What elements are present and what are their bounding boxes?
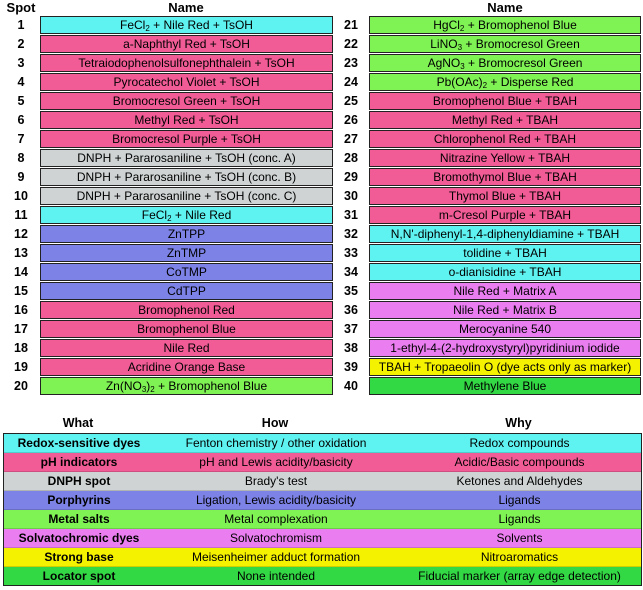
- spot-name-cell: LiNO$_3$ + Bromocresol Green: [369, 35, 641, 53]
- spot-name-cell: m-Cresol Purple + TBAH: [369, 206, 641, 224]
- spot-number: 40: [344, 379, 358, 393]
- spot-number: 10: [14, 189, 28, 203]
- legend-row: [4, 548, 641, 567]
- spot-row: [336, 16, 641, 34]
- spot-row: [336, 282, 641, 300]
- spot-row: [3, 168, 333, 186]
- spot-row: [336, 225, 641, 243]
- spot-name-cell: Methyl Red + TsOH: [40, 111, 333, 129]
- spot-row: [336, 73, 641, 91]
- spot-name-cell: DNPH + Pararosaniline + TsOH (conc. B): [40, 168, 333, 186]
- legend-what-cell: pH indicators: [40, 455, 118, 469]
- spot-name-cell: Thymol Blue + TBAH: [369, 187, 641, 205]
- spot-row: [336, 301, 641, 319]
- spot-number: 17: [14, 322, 28, 336]
- spot-number: 9: [17, 170, 25, 184]
- spot-name-cell: HgCl$_2$ + Bromophenol Blue: [369, 16, 641, 34]
- spot-name-cell: Nitrazine Yellow + TBAH: [369, 149, 641, 167]
- legend-how-cell: Ligation, Lewis acidity/basicity: [195, 493, 357, 507]
- header-spot: Spot: [6, 0, 36, 15]
- spot-row: [3, 263, 333, 281]
- spot-row: [3, 206, 333, 224]
- spot-row: [336, 339, 641, 357]
- spot-row: [3, 320, 333, 338]
- spot-row: [336, 111, 641, 129]
- legend-row: [4, 567, 641, 585]
- legend-how-cell: Metal complexation: [224, 512, 328, 526]
- header-name-right: Name: [487, 0, 523, 15]
- spot-row: [336, 130, 641, 148]
- legend-row: [4, 491, 641, 510]
- spot-row: [3, 149, 333, 167]
- spot-name-cell: Acridine Orange Base: [40, 358, 333, 376]
- spot-name-cell: ZnTPP: [40, 225, 333, 243]
- spot-name-cell: Bromophenol Blue: [40, 320, 333, 338]
- spot-row: [3, 73, 333, 91]
- spot-number: 27: [344, 132, 358, 146]
- spot-number: 30: [344, 189, 358, 203]
- spot-name-cell: FeCl$_2$ + Nile Red: [40, 206, 333, 224]
- spot-row: [3, 225, 333, 243]
- spot-number: 28: [344, 151, 358, 165]
- legend-row: [4, 472, 641, 491]
- spot-name-cell: FeCl$_2$ + Nile Red + TsOH: [40, 16, 333, 34]
- spot-row: [336, 263, 641, 281]
- spot-name-cell: DNPH + Pararosaniline + TsOH (conc. C): [40, 187, 333, 205]
- spot-name-cell: $Zn(NO_3)_2$ + Bromophenol Blue: [40, 377, 333, 395]
- spot-name-cell: Nile Red + Matrix A: [369, 282, 641, 300]
- spot-number: 7: [17, 132, 25, 146]
- spot-number: 6: [17, 113, 25, 127]
- legend-row: [4, 510, 641, 529]
- legend-how-cell: Brady's test: [244, 474, 308, 488]
- spot-number: 12: [14, 227, 28, 241]
- spot-name-cell: Nile Red: [40, 339, 333, 357]
- spot-number: 2: [17, 37, 25, 51]
- spot-name-cell: Bromothymol Blue + TBAH: [369, 168, 641, 186]
- spot-name-cell: tolidine + TBAH: [369, 244, 641, 262]
- spot-number: 21: [344, 18, 358, 32]
- spot-row: [3, 35, 333, 53]
- legend-how-cell: None intended: [236, 569, 316, 583]
- spot-row: [3, 244, 333, 262]
- spot-number: 31: [344, 208, 358, 222]
- spot-number: 11: [14, 208, 28, 222]
- spot-row: [336, 54, 641, 72]
- spot-list-right: [336, 16, 641, 396]
- legend-row: [4, 434, 641, 453]
- spot-name-cell: ZnTMP: [40, 244, 333, 262]
- legend-why-cell: Fiducial marker (array edge detection): [418, 569, 621, 583]
- spot-name-cell: AgNO$_3$ + Bromocresol Green: [369, 54, 641, 72]
- legend-why-cell: Redox compounds: [469, 436, 570, 450]
- spot-name-cell: a-Naphthyl Red + TsOH: [40, 35, 333, 53]
- spot-row: [3, 16, 333, 34]
- legend-why-cell: Nitroaromatics: [480, 550, 559, 564]
- spot-name-cell: 1-ethyl-4-(2-hydroxystyryl)pyridinium iodide: [369, 339, 641, 357]
- spot-row: [336, 358, 641, 376]
- spot-number: 39: [344, 360, 358, 374]
- spot-row: [3, 187, 333, 205]
- spot-number: 3: [17, 56, 25, 70]
- spot-name-cell: Merocyanine 540: [369, 320, 641, 338]
- spot-number: 19: [14, 360, 28, 374]
- spot-row: [336, 187, 641, 205]
- spot-name-cell: CoTMP: [40, 263, 333, 281]
- legend-what-cell: Strong base: [44, 550, 114, 564]
- legend-why-cell: Solvents: [496, 531, 543, 545]
- spot-number: 20: [14, 379, 28, 393]
- spot-row: [336, 92, 641, 110]
- legend-how-cell: Fenton chemistry / other oxidation: [185, 436, 367, 450]
- spot-number: 8: [17, 151, 25, 165]
- legend-header-how: How: [261, 416, 289, 430]
- spot-row: [3, 301, 333, 319]
- legend-what-cell: Solvatochromic dyes: [18, 531, 140, 545]
- legend-what-cell: DNPH spot: [47, 474, 111, 488]
- spot-number: 36: [344, 303, 358, 317]
- legend-what-cell: Metal salts: [48, 512, 110, 526]
- spot-row: [3, 92, 333, 110]
- legend-how-cell: Solvatochromism: [229, 531, 323, 545]
- spot-name-cell: Methyl Red + TBAH: [369, 111, 641, 129]
- spot-number: 38: [344, 341, 358, 355]
- spot-name-cell: $Pb(OAc)_2$ + Disperse Red: [369, 73, 641, 91]
- spot-name-cell: Tetraiodophenolsulfonephthalein + TsOH: [40, 54, 333, 72]
- spot-number: 13: [14, 246, 28, 260]
- spot-row: [336, 206, 641, 224]
- spot-name-cell: Bromocresol Green + TsOH: [40, 92, 333, 110]
- spot-number: 16: [14, 303, 28, 317]
- spot-number: 37: [344, 322, 358, 336]
- spot-number: 25: [344, 94, 358, 108]
- spot-row: [3, 130, 333, 148]
- spot-number: 34: [344, 265, 358, 279]
- legend-what-cell: Locator spot: [42, 569, 116, 583]
- spot-row: [336, 168, 641, 186]
- legend-why-cell: Acidic/Basic compounds: [454, 455, 585, 469]
- spot-number: 23: [344, 56, 358, 70]
- spot-row: [336, 320, 641, 338]
- legend-table: [3, 433, 642, 586]
- spot-number: 26: [344, 113, 358, 127]
- spot-row: [3, 358, 333, 376]
- spot-number: 5: [17, 94, 25, 108]
- spot-name-cell: DNPH + Pararosaniline + TsOH (conc. A): [40, 149, 333, 167]
- legend-how-cell: pH and Lewis acidity/basicity: [199, 455, 353, 469]
- header-name-left: Name: [168, 0, 204, 15]
- spot-number: 18: [14, 341, 28, 355]
- spot-number: 33: [344, 246, 358, 260]
- spot-row: [3, 282, 333, 300]
- spot-row: [3, 111, 333, 129]
- spot-name-cell: o-dianisidine + TBAH: [369, 263, 641, 281]
- spot-number: 29: [344, 170, 358, 184]
- spot-row: [3, 54, 333, 72]
- spot-name-cell: TBAH + Tropaeolin O (dye acts only as marker): [369, 358, 641, 376]
- legend-what-cell: Porphyrins: [47, 493, 111, 507]
- legend-why-cell: Ketones and Aldehydes: [456, 474, 583, 488]
- spot-list-left: [3, 16, 333, 396]
- spot-name-cell: Methylene Blue: [369, 377, 641, 395]
- spot-number: 32: [344, 227, 358, 241]
- spot-number: 22: [344, 37, 358, 51]
- legend-how-cell: Meisenheimer adduct formation: [191, 550, 361, 564]
- spot-number: 35: [344, 284, 358, 298]
- spot-row: [336, 35, 641, 53]
- spot-name-cell: Nile Red + Matrix B: [369, 301, 641, 319]
- spot-row: [336, 149, 641, 167]
- legend-why-cell: Ligands: [498, 512, 541, 526]
- spot-row: [3, 339, 333, 357]
- legend-row: [4, 529, 641, 548]
- spot-number: 4: [17, 75, 25, 89]
- spot-name-cell: N,N'-diphenyl-1,4-diphenyldiamine + TBAH: [369, 225, 641, 243]
- spot-name-cell: Bromophenol Blue + TBAH: [369, 92, 641, 110]
- legend-why-cell: Ligands: [498, 493, 541, 507]
- spot-number: 15: [14, 284, 28, 298]
- legend-header-what: What: [62, 416, 94, 430]
- spot-name-cell: Pyrocatechol Violet + TsOH: [40, 73, 333, 91]
- spot-name-cell: CdTPP: [40, 282, 333, 300]
- spot-number: 24: [344, 75, 358, 89]
- spot-name-cell: Bromocresol Purple + TsOH: [40, 130, 333, 148]
- spot-row: [336, 377, 641, 395]
- legend-row: [4, 453, 641, 472]
- spot-number: 14: [14, 265, 28, 279]
- spot-row: [336, 244, 641, 262]
- spot-name-cell: Chlorophenol Red + TBAH: [369, 130, 641, 148]
- spot-number: 1: [17, 18, 25, 32]
- legend-what-cell: Redox-sensitive dyes: [17, 436, 141, 450]
- spot-row: [3, 377, 333, 395]
- spot-name-cell: Bromophenol Red: [40, 301, 333, 319]
- legend-header-why: Why: [505, 416, 532, 430]
